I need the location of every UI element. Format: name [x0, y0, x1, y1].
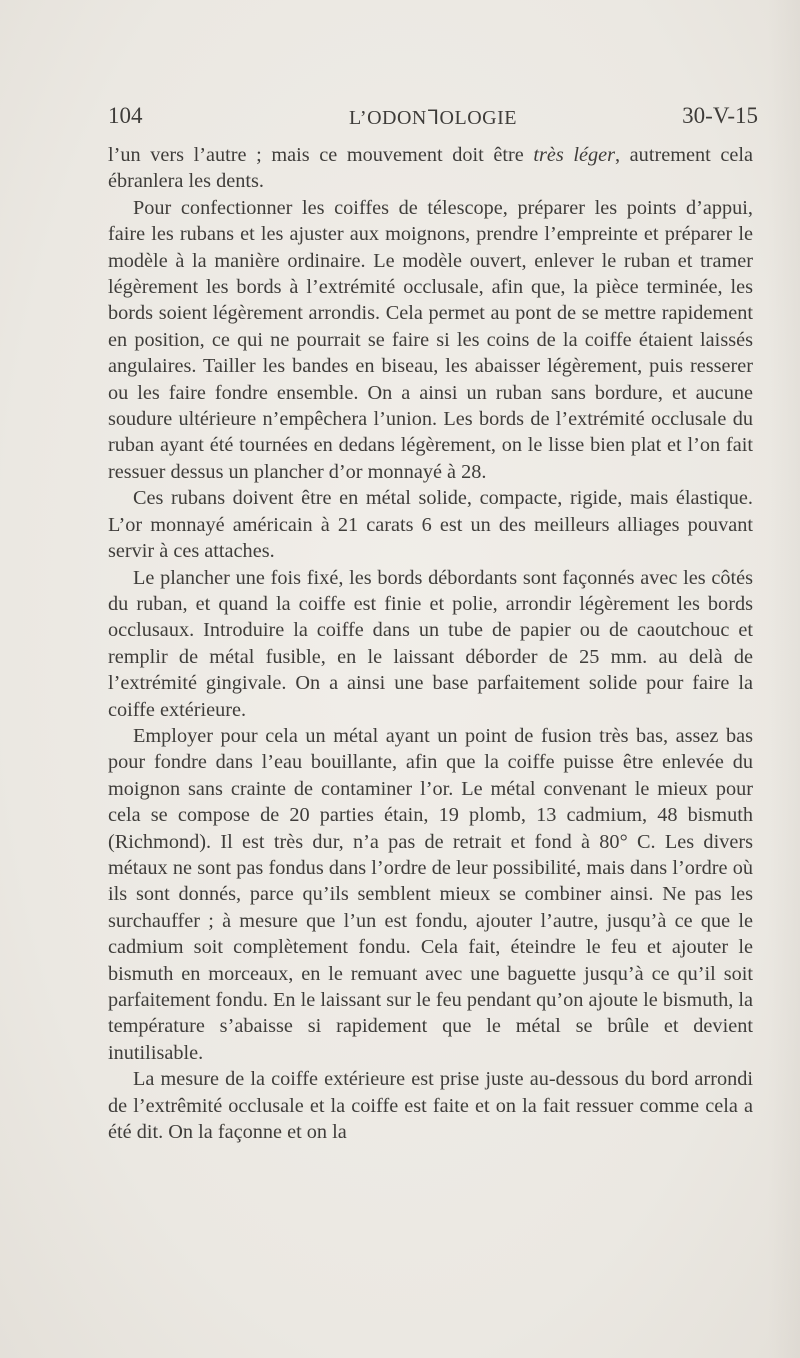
- page-edge-shadow: [768, 0, 800, 1358]
- paragraph-1: [108, 142, 753, 195]
- running-title: L’ODONᒣOLOGIE: [349, 107, 517, 129]
- paragraph-6: La mesure de la coiffe extérieure est prise juste au-dessous du bord arrondi de l’extrêmité occlusale et la coiffe est faite et on la fait ressuer comme cela a été dit. On la façonne et on la: [108, 1068, 753, 1144]
- body-text: [108, 142, 753, 1145]
- paragraph-4: Le plancher une fois fixé, les bords débordants sont façonnés avec les côtés du ruban, et quand la coiffe est finie et polie, arrondir légèrement les bords occlusaux. Introduire la coiffe dans un tube de papier ou de caoutchouc et remplir de métal fusible, en le laissant déborder de 25 mm. au delà de l’extrémité gingivale. On a ainsi une base parfaitement solide pour faire la coiffe extérieure.: [108, 566, 753, 721]
- issue-date: 30-V-15: [682, 103, 758, 128]
- page-header: [108, 103, 758, 133]
- paragraph-5: Employer pour cela un métal ayant un point de fusion très bas, assez bas pour fondre dans l’eau bouillante, afin que la coiffe puisse être enlevée du moignon sans crainte de contaminer l’or. Le métal convenant le mieux pour cela se compose de 20 parties étain, 19 plomb, 13 cadmium, 48 bismuth (Richmond). Il est très dur, n’a pas de retrait et fond à 80° C. Les divers métaux ne sont pas fondus dans l’ordre de leur possibilité, mais dans l’ordre où ils sont donnés, parce qu’ils semblent mieux se combiner ainsi. Ne pas les surchauffer ; à mesure que l’un est fondu, ajouter l’autre, jusqu’à ce que le cadmium soit complètement fondu. Cela fait, éteindre le feu et ajouter le bismuth en morceaux, en le remuant avec une baguette jusqu’à ce qu’il soit parfaitement fondu. En le laissant sur le feu pendant qu’on ajoute le bismuth, la température s’abaisse si rapidement que le métal se brûle et devient inutilisable.: [108, 724, 753, 1064]
- paragraph-1-italic: très léger: [533, 144, 616, 166]
- paragraph-3: Ces rubans doivent être en métal solide, compacte, rigide, mais élastique. L’or monnayé américain à 21 carats 6 est un des meilleurs alliages pouvant servir à ces attaches.: [108, 487, 753, 563]
- paragraph-2: Pour confectionner les coiffes de télescope, préparer les points d’appui, faire les rubans et les ajuster aux moignons, prendre l’empreinte et préparer le modèle à la manière ordinaire. Le modèle ouvert, enlever le ruban et tramer légèrement les bords à l’extrémité occlusale, afin que, la pièce terminée, les bords soient légèrement arrondis. Cela permet au pont de se mettre rapidement en position, ce qui ne pourrait se faire si les coins de la coiffe étaient laissés angulaires. Tailler les bandes en biseau, les abaisser légèrement, puis resserer ou les faire fondre ensemble. On a ainsi un ruban sans bordure, et aucune soudure ultérieure n’empêchera l’union. Les bords de l’extrémité occlusale du ruban ayant été tournées en dedans légèrement, on le lisse bien plat et l’on fait ressuer dessus un plancher d’or monnayé à 28.: [108, 196, 753, 483]
- paragraph-1-end: , autrement cela ébranlera les dents.: [108, 144, 753, 193]
- page-number: 104: [108, 103, 143, 128]
- paragraph-1-start: l’un vers l’autre ; mais ce mouvement doit être: [108, 144, 534, 166]
